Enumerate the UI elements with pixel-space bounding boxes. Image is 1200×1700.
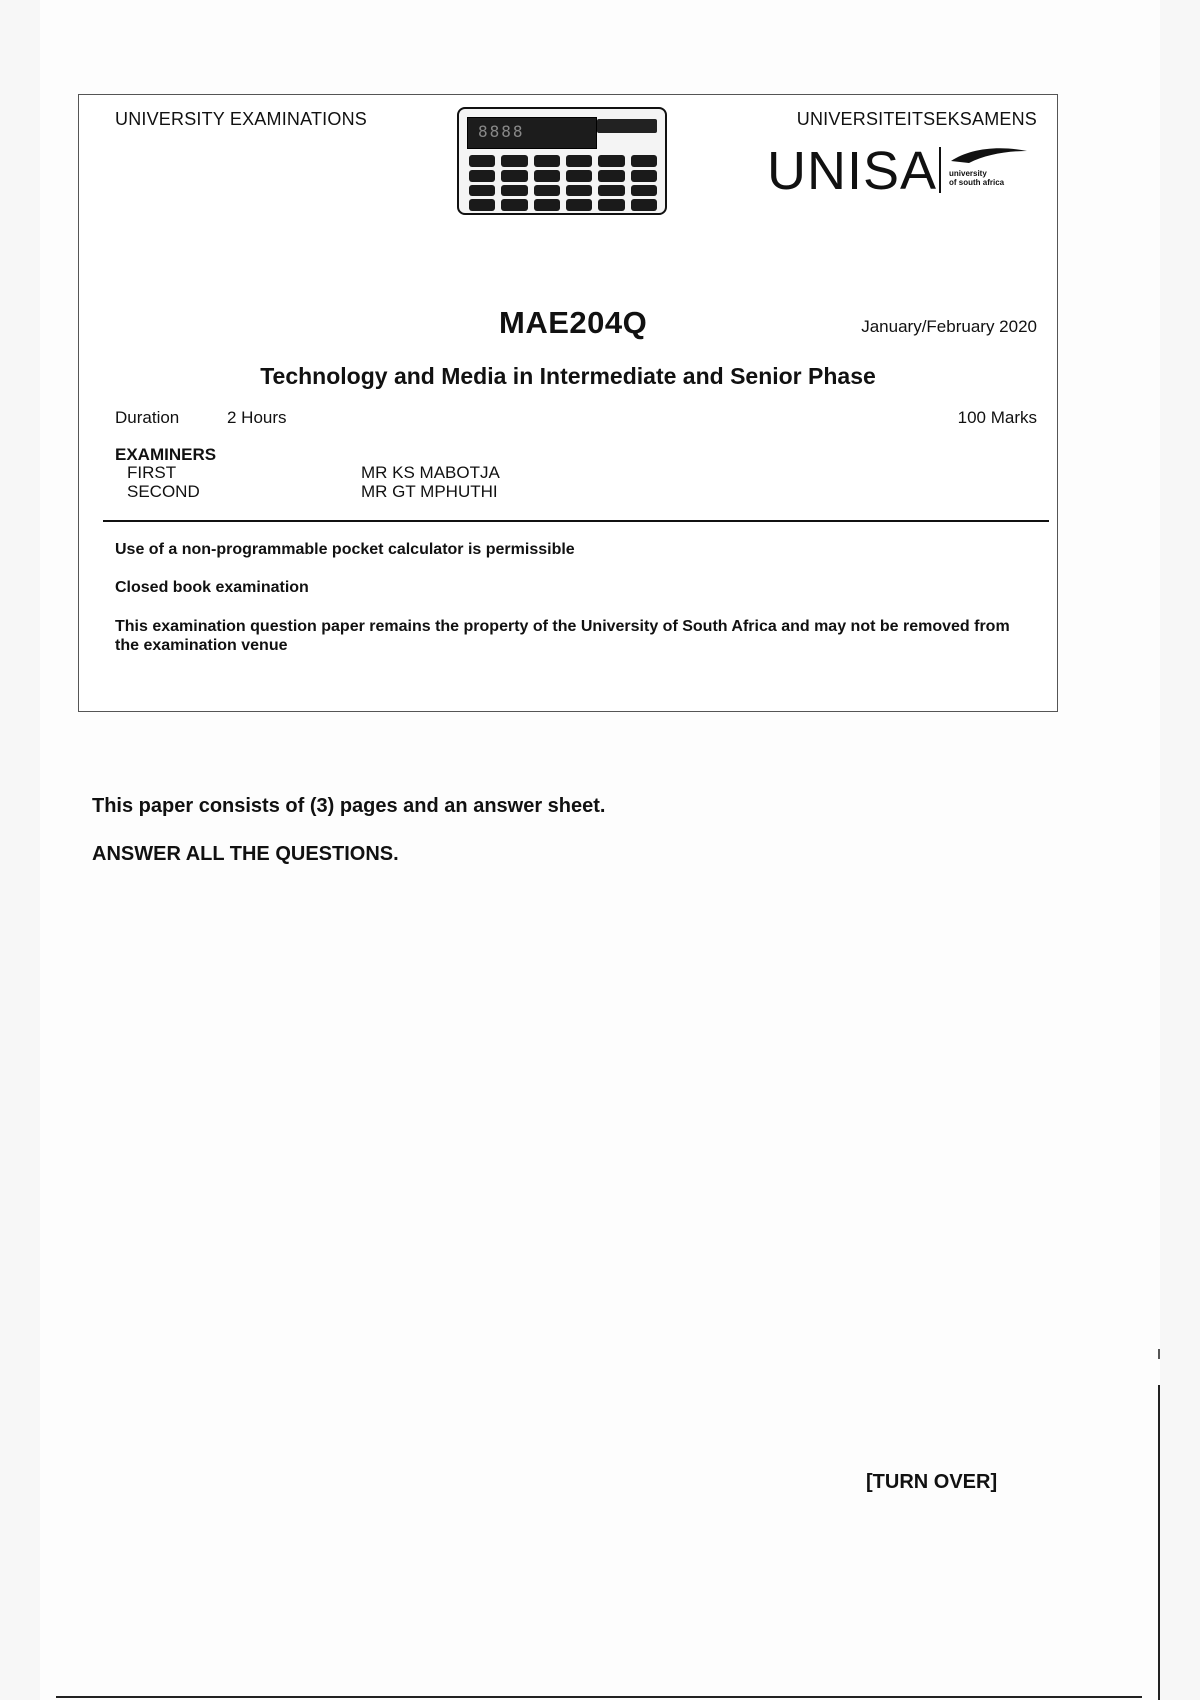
unisa-logo bbox=[767, 141, 1027, 201]
margin-tick bbox=[1158, 1349, 1160, 1359]
calculator-solar-panel bbox=[597, 119, 657, 133]
calculator-display: 8888 bbox=[467, 117, 597, 149]
duration-value: 2 Hours bbox=[227, 408, 287, 427]
calculator-icon bbox=[457, 107, 667, 215]
calculator-keypad bbox=[469, 155, 657, 211]
total-marks: 100 Marks bbox=[957, 408, 1037, 427]
header-right-title: UNIVERSITEITSEKSAMENS bbox=[796, 109, 1037, 129]
first-examiner-name: MR KS MABOTJA bbox=[361, 463, 500, 482]
second-examiner-name: MR GT MPHUTHI bbox=[361, 482, 498, 501]
course-code: MAE204Q bbox=[499, 305, 648, 340]
logo-subtext: university of south africa bbox=[949, 169, 1005, 187]
second-examiner-role: SECOND bbox=[127, 482, 200, 501]
examiners-heading: EXAMINERS bbox=[115, 445, 217, 464]
property-note: This examination question paper remains the property of the University of South Africa and may not be removed from the examination venue bbox=[115, 618, 1010, 654]
page-count-statement: This paper consists of (3) pages and an answer sheet. bbox=[92, 795, 606, 817]
logo-wordmark: UNISA bbox=[767, 141, 938, 201]
logo-swoosh-icon bbox=[949, 145, 1029, 167]
exam-date: January/February 2020 bbox=[861, 317, 1037, 336]
logo-divider bbox=[939, 147, 941, 193]
bottom-line bbox=[56, 1696, 1142, 1698]
closed-book-note: Closed book examination bbox=[115, 579, 309, 596]
header-left-title: UNIVERSITY EXAMINATIONS bbox=[115, 109, 367, 129]
first-examiner-role: FIRST bbox=[127, 463, 177, 482]
cover-box bbox=[78, 94, 1058, 712]
divider bbox=[103, 520, 1049, 522]
answer-instruction: ANSWER ALL THE QUESTIONS. bbox=[92, 843, 399, 865]
duration-label: Duration bbox=[115, 408, 180, 427]
module-title: Technology and Media in Intermediate and Senior Phase bbox=[260, 363, 876, 389]
turn-over-label: [TURN OVER] bbox=[866, 1471, 998, 1493]
calculator-note: Use of a non-programmable pocket calculator is permissible bbox=[115, 541, 575, 558]
margin-line bbox=[1158, 1385, 1160, 1700]
